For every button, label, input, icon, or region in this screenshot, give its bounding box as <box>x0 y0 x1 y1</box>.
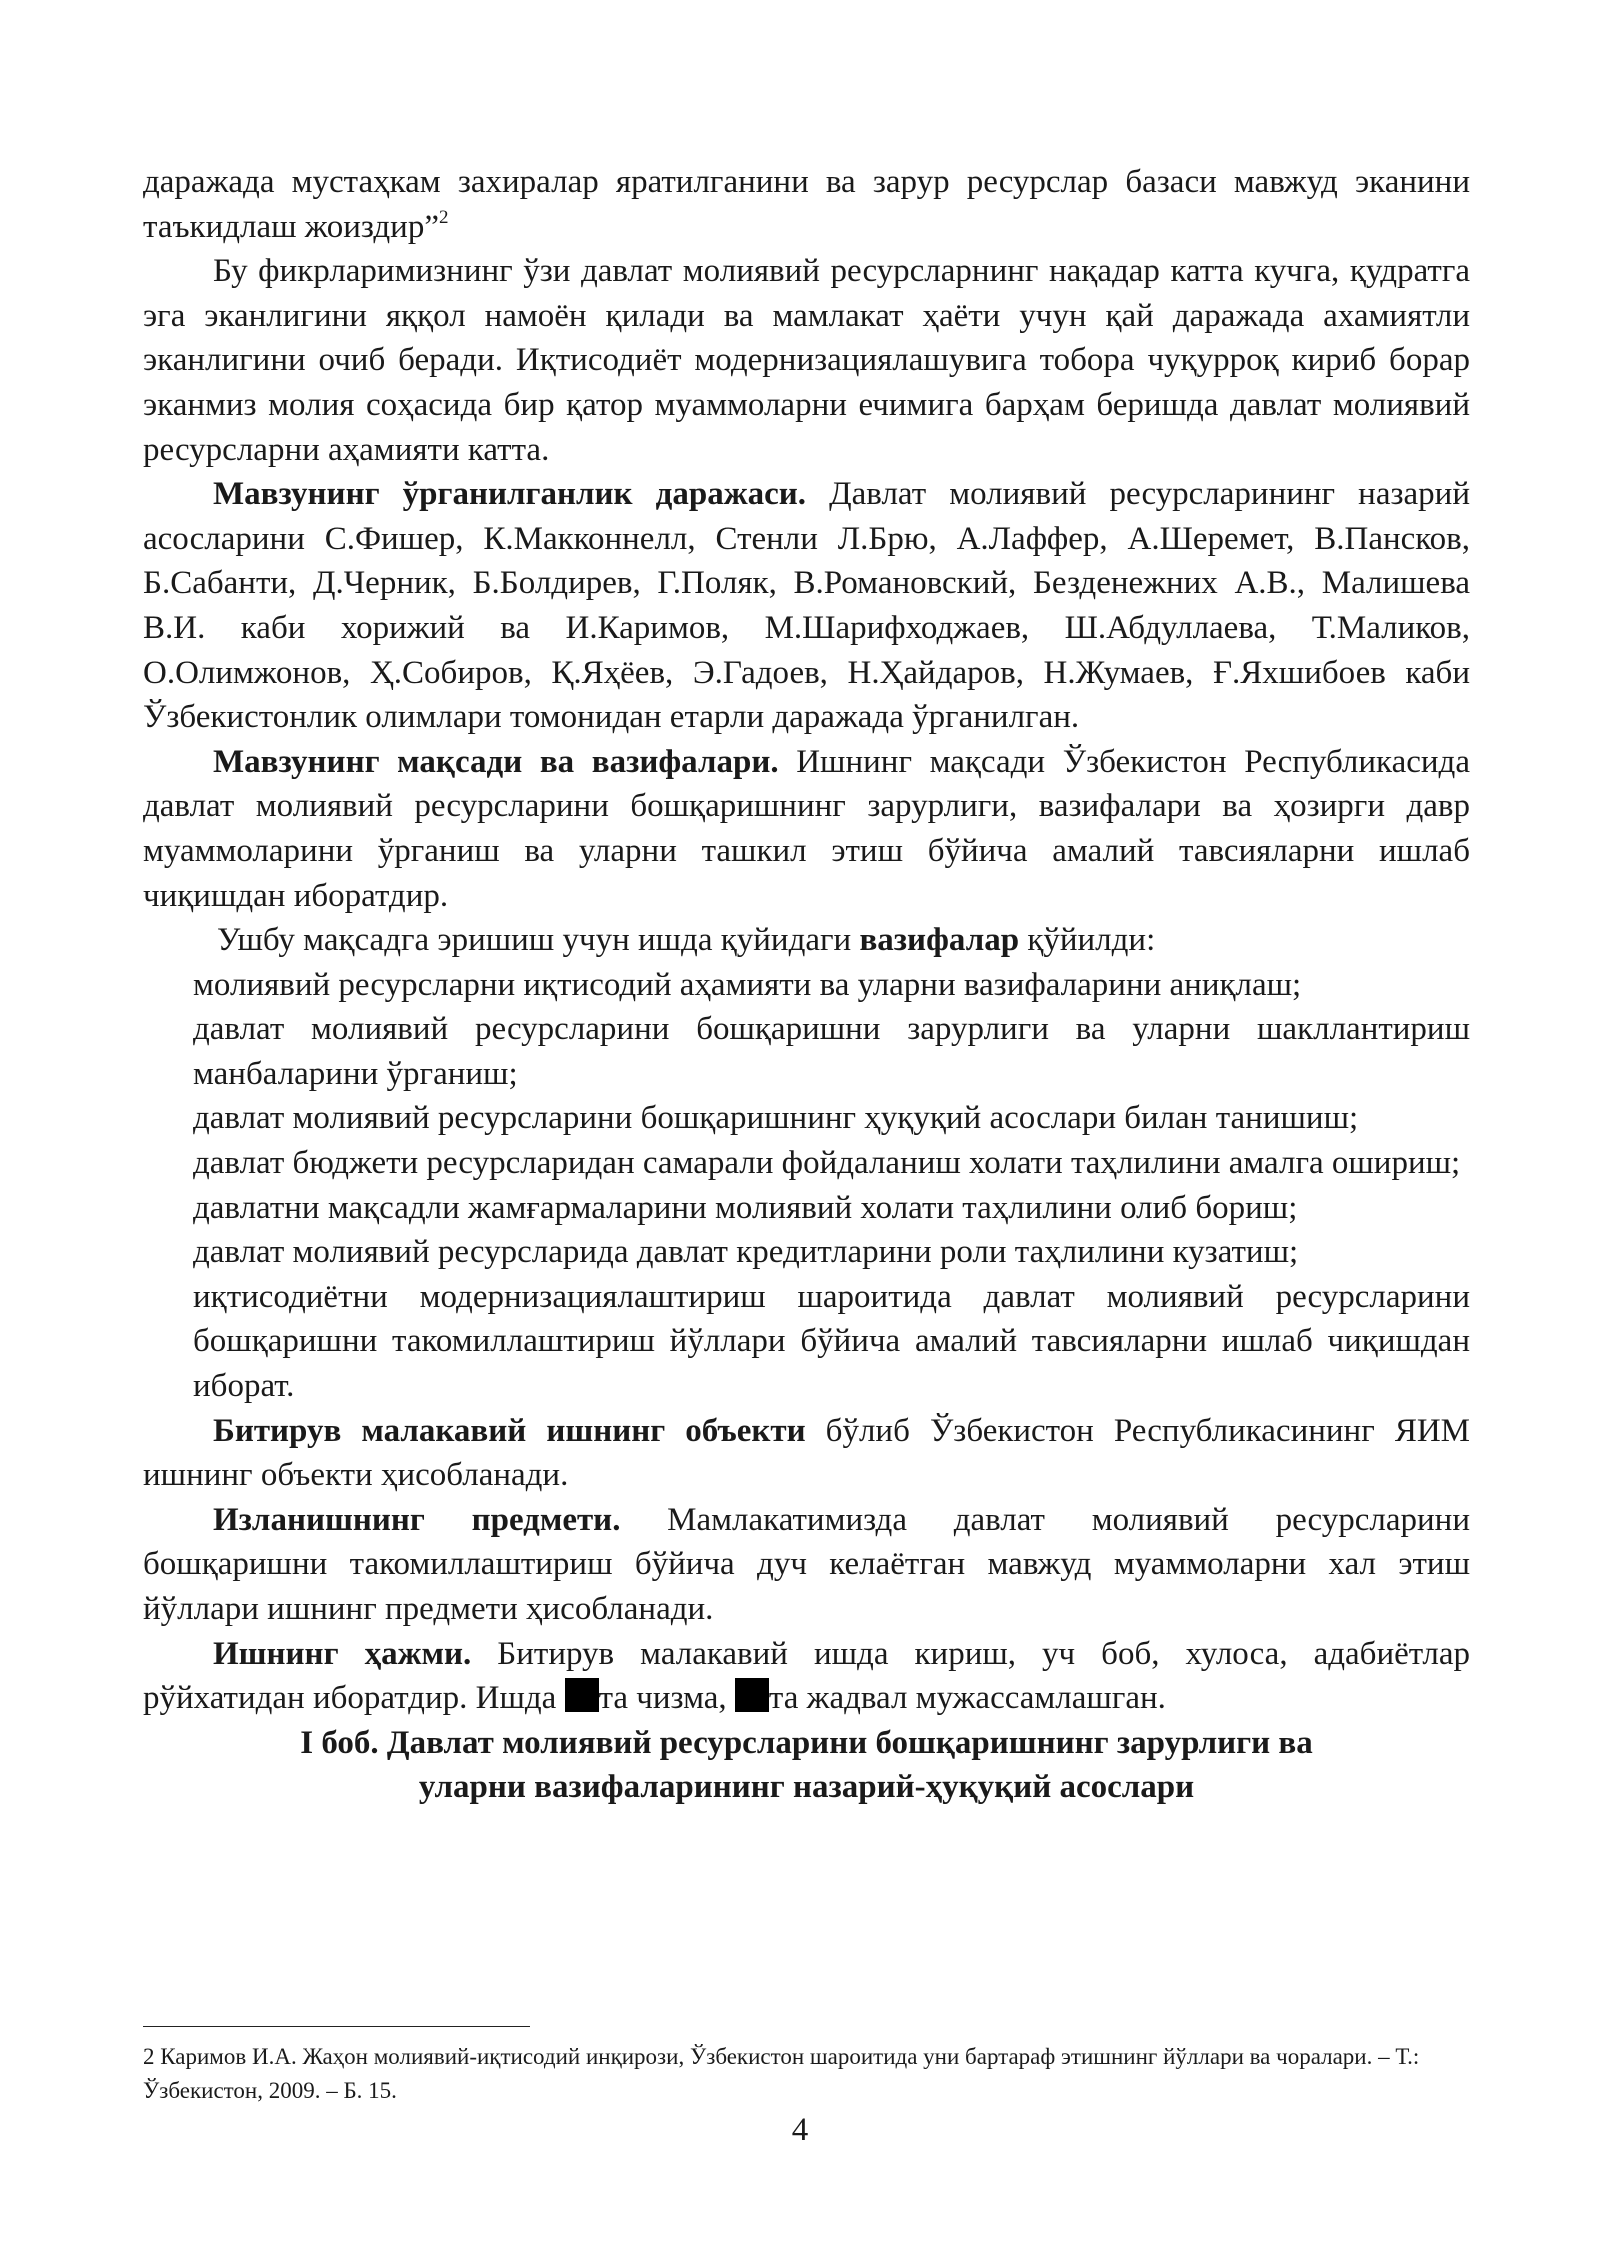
paragraph-continued-quote <box>143 160 1470 249</box>
redaction-box <box>565 1678 599 1712</box>
chapter-title-line-1: I боб. Давлат молиявий ресурсларини бошқаришнинг зарурлиги ва <box>300 1724 1313 1761</box>
paragraph-study-degree <box>143 472 1470 740</box>
quote-ending-text: даражада мустаҳкам захиралар яратилганини ва зарур ресурслар базаси мавжуд эканини таъкидлаш жоиздир” <box>143 164 1470 245</box>
paragraph-significance: Бу фикрларимизнинг ўзи давлат молиявий ресурсларнинг нақадар катта кучга, қудратга эга эканлигини яққол намоён қилади ва мамлакат ҳаёти учун қай даражада ахамиятли эканлигини очиб беради. Иқтисодиёт модернизациялашувига тобора чуқурроқ кириб борар эканмиз молия соҳасида бир қатор муаммоларни ечимига барҳам беришда давлат молиявий ресурсларни аҳамияти катта. <box>143 253 1470 468</box>
study-degree-text: Давлат молиявий ресурсларининг назарий асосларини С.Фишер, К.Макконнелл, Стенли Л.Брю, А.Лаффер, А.Шеремет, В.Пансков, Б.Сабанти, Д.Черник, Б.Болдирев, Г.Поляк, В.Романовский, Безденежних А.В., Малишева В.И. каби хорижий ва И.Каримов, М.Шарифходжаев, Ш.Абдуллаева, Т.Маликов, О.Олимжонов, Ҳ.Собиров, Қ.Яҳёев, Э.Гадоев, Н.Ҳайдаров, Н.Жумаев, Ғ.Яхшибоев каби Ўзбекистонлик олимлари томонидан етарли даражада ўрганилган. <box>143 476 1470 736</box>
list-item-text: давлат молиявий ресурсларини бошқаришни зарурлиги ва уларни шакллантириш манбаларини ўрганиш; <box>193 1011 1470 1092</box>
list-item-text: давлат молиявий ресурсларида давлат кредитларини роли таҳлилини кузатиш; <box>193 1234 1299 1271</box>
volume-text-tables: та жадвал мужассамлашган. <box>768 1680 1166 1717</box>
footnote: 2 Каримов И.А. Жаҳон молиявий-иқтисодий инқирози, Ўзбекистон шароитида уни бартараф этишнинг йўллари ва чоралари. – Т.: Ўзбекистон, 2009. – Б. 15. <box>143 2044 1420 2103</box>
paragraph-goal-tasks <box>143 740 1470 918</box>
list-item <box>143 1096 1470 1141</box>
paragraph-volume <box>143 1632 1470 1721</box>
tasks-intro-after: қўйилди: <box>1019 922 1156 959</box>
footnote-divider <box>143 2026 530 2027</box>
page-number: 4 <box>791 2112 809 2148</box>
list-item <box>143 1230 1470 1275</box>
list-item-text: давлат молиявий ресурсларини бошқаришнинг ҳуқуқий асослари билан танишиш; <box>193 1100 1359 1137</box>
footnote-reference[interactable]: 2 <box>438 206 449 228</box>
list-item-text: иқтисодиётни модернизациялаштириш шароитида давлат молиявий ресурсларини бошқаришни такомиллаштириш йўллари бўйича амалий тавсияларни ишлаб чиқишдан иборат. <box>193 1278 1470 1405</box>
paragraph-subject <box>143 1498 1470 1632</box>
list-item-text: молиявий ресурсларни иқтисодий аҳамияти ва уларни вазифаларини аниқлаш; <box>193 966 1302 1003</box>
list-item <box>143 1007 1470 1096</box>
heading-volume: Ишнинг ҳажми. <box>213 1635 472 1672</box>
list-item <box>143 963 1470 1008</box>
heading-object: Битирув малакавий ишнинг объекти <box>213 1412 806 1449</box>
task-list <box>143 963 1470 1409</box>
paragraph-tasks-intro <box>143 918 1470 963</box>
chapter-title-line-2: уларни вазифаларининг назарий-ҳуқуқий асослари <box>418 1769 1195 1806</box>
list-item <box>143 1186 1470 1231</box>
volume-text-figures: та чизма, <box>598 1680 735 1717</box>
list-item <box>143 1141 1470 1186</box>
list-item-text: давлат бюджети ресурсларидан самарали фойдаланиш холати таҳлилини амалга ошириш; <box>193 1145 1461 1182</box>
list-item-text: давлатни мақсадли жамғармаларини молиявий холати таҳлилини олиб бориш; <box>193 1189 1298 1226</box>
body-text <box>143 160 1470 1810</box>
tasks-keyword: вазифалар <box>859 922 1020 959</box>
redaction-box <box>735 1678 769 1712</box>
chapter-title <box>143 1721 1470 1810</box>
subject-text: Мамлакатимизда давлат молиявий ресурсларини бошқаришни такомиллаштириш бўйича дуч келаётган мавжуд муаммоларни хал этиш йўллари ишнинг предмети ҳисобланади. <box>143 1501 1470 1627</box>
heading-subject: Изланишнинг предмети. <box>213 1501 621 1538</box>
paragraph-object <box>143 1409 1470 1498</box>
tasks-intro-before: Ушбу мақсадга эришиш учун ишда қуйидаги <box>217 922 860 959</box>
object-text: бўлиб Ўзбекистон Республикасининг ЯИМ ишнинг объекти ҳисобланади. <box>143 1412 1470 1494</box>
list-item <box>143 1275 1470 1409</box>
heading-goal-tasks: Мавзунинг мақсади ва вазифалари. <box>213 743 779 780</box>
heading-study-degree: Мавзунинг ўрганилганлик даражаси. <box>213 476 807 513</box>
volume-text: Битирув малакавий ишда кириш, уч боб, хулоса, адабиётлар рўйхатидан иборатдир. Ишда <box>143 1635 1470 1717</box>
goal-tasks-text: Ишнинг мақсади Ўзбекистон Республикасида давлат молиявий ресурсларини бошқаришнинг зарурлиги, вазифалари ва ҳозирги давр муаммоларини ўрганиш ва уларни ташкил этиш бўйича амалий тавсияларни ишлаб чиқишдан иборатдир. <box>143 743 1470 914</box>
